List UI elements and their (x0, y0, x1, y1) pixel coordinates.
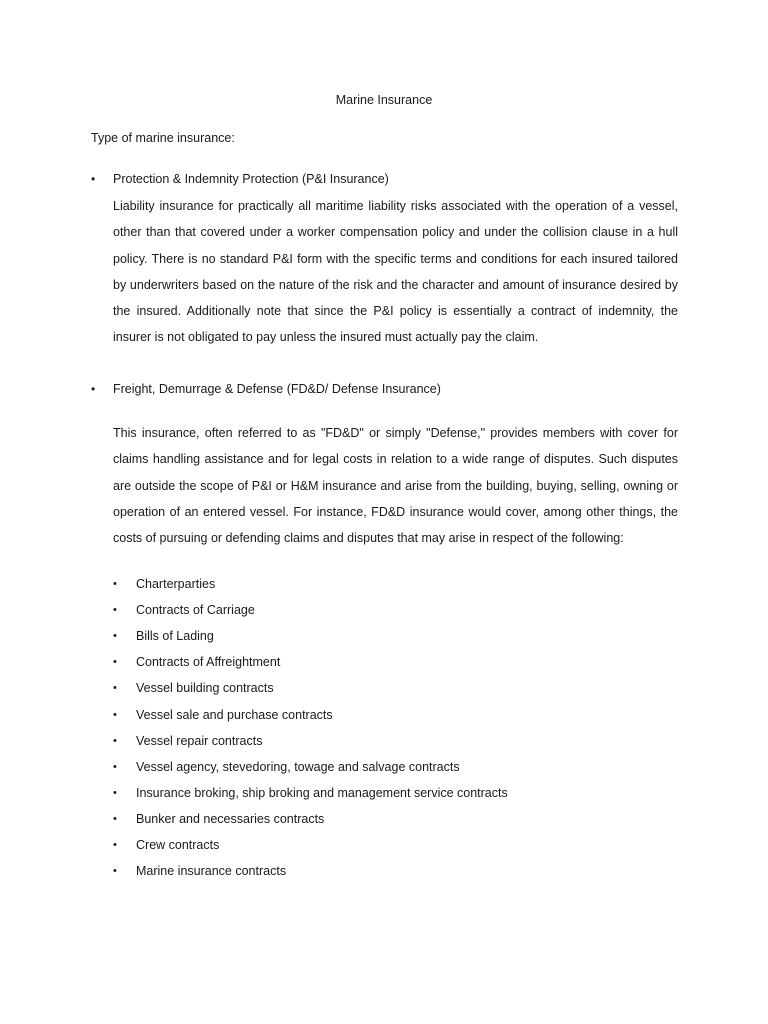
list-item: • Charterparties (113, 577, 216, 592)
bullet-icon: • (113, 604, 117, 617)
list-item: • Insurance broking, ship broking and management service contracts (113, 785, 508, 800)
section-pi-heading-row (91, 172, 389, 186)
fdd-coverage-list (113, 571, 508, 884)
bullet-icon: • (113, 578, 117, 591)
bullet-icon: • (113, 865, 117, 878)
section-pi-heading: Protection & Indemnity Protection (P&I Insurance) (113, 172, 389, 186)
list-item: • Bills of Lading (113, 629, 214, 644)
list-item: • Contracts of Carriage (113, 603, 255, 618)
list-item: • Vessel repair contracts (113, 733, 263, 748)
list-item: • Contracts of Affreightment (113, 655, 281, 670)
list-item: • Bunker and necessaries contracts (113, 811, 325, 826)
bullet-icon: • (113, 812, 117, 825)
section-fdd-body: This insurance, often referred to as "FD&D" or simply "Defense," provides members with cover for claims handling assistance and for legal costs in relation to a wide range of disputes. Such disputes are outside the scope of P&I or H&M insurance and arise from the building, buying, selling, owning or operation of an entered vessel. For instance, FD&D insurance would cover, among other things, the costs of pursuing or defending claims and disputes that may arise in respect of the following: (113, 426, 678, 546)
intro-heading: Type of marine insurance: (91, 131, 235, 145)
bullet-icon: • (113, 734, 117, 747)
bullet-icon: • (113, 682, 117, 695)
list-item: • Vessel sale and purchase contracts (113, 707, 333, 722)
bullet-icon: • (113, 656, 117, 669)
bullet-icon: • (113, 838, 117, 851)
bullet-icon: • (113, 630, 117, 643)
bullet-icon: • (91, 172, 96, 186)
bullet-icon: • (91, 382, 96, 396)
bullet-icon: • (113, 708, 117, 721)
bullet-icon: • (113, 760, 117, 773)
list-item: • Marine insurance contracts (113, 864, 287, 879)
list-item: • Crew contracts (113, 837, 220, 852)
section-fdd-heading-row (91, 382, 441, 396)
list-item: • Vessel building contracts (113, 681, 274, 696)
bullet-icon: • (113, 786, 117, 799)
section-fdd-heading: Freight, Demurrage & Defense (FD&D/ Defense Insurance) (113, 382, 441, 396)
document-title: Marine Insurance (335, 93, 433, 107)
list-item: • Vessel agency, stevedoring, towage and salvage contracts (113, 759, 460, 774)
section-pi-body: Liability insurance for practically all maritime liability risks associated with the operation of a vessel, other than that covered under a worker compensation policy and under the collision clause in a hull policy. There is no standard P&I form with the specific terms and conditions for each insured tailored by underwriters based on the nature of the risk and the character and amount of insurance desired by the insured. Additionally note that since the P&I policy is essentially a contract of indemnity, the insurer is not obligated to pay unless the insured must actually pay the claim. (113, 199, 678, 345)
